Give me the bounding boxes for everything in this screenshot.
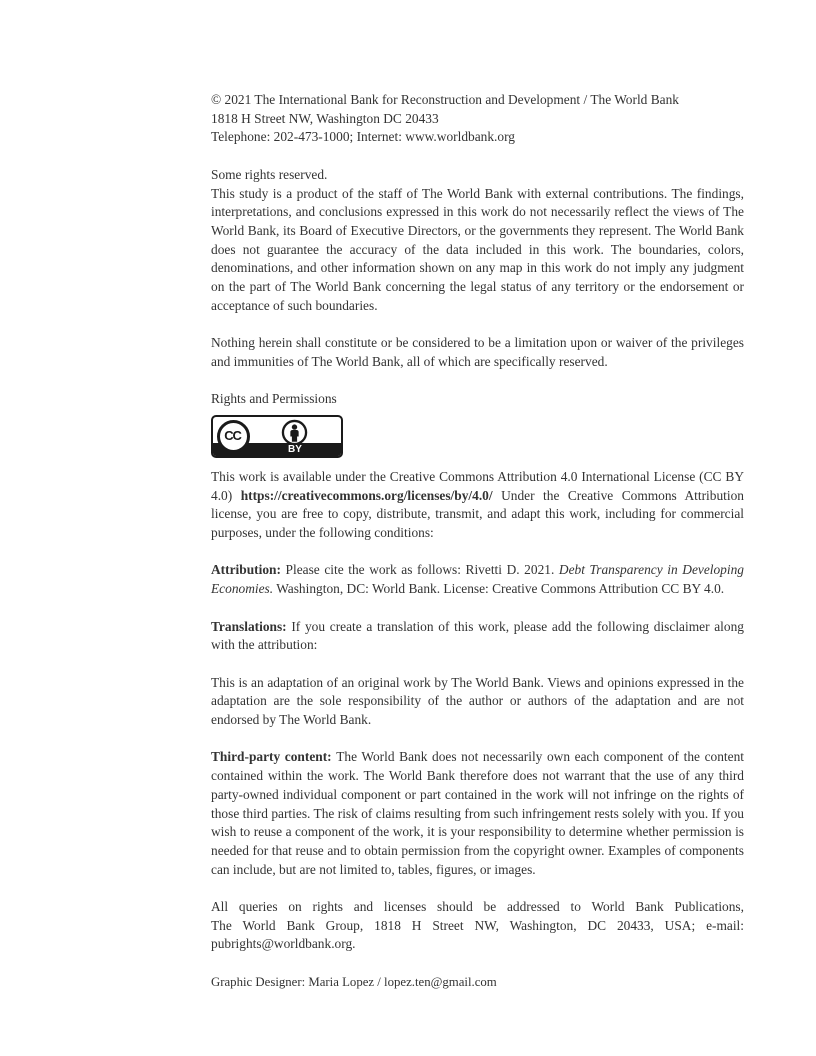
cc-by-license-badge xyxy=(211,415,343,458)
adaptation-disclaimer-paragraph: This is an adaptation of an original work by The World Bank. Views and opinions expressed in the adaptation are the sole responsibility of the author or authors of the adaptation and are not endorsed by The World Bank. xyxy=(211,674,744,727)
cc-by-label: BY xyxy=(288,443,302,455)
translations-paragraph: Translations: If you create a translation of this work, please add the following disclaimer along with the attribution: xyxy=(211,618,744,653)
cc-logo-icon xyxy=(217,420,250,453)
privileges-paragraph: Nothing herein shall constitute or be considered to be a limitation upon or waiver of the privileges and immunities of The World Bank, all of which are specifically reserved. xyxy=(211,335,744,369)
copyright-page-content xyxy=(211,91,744,992)
cc-logo-label: CC xyxy=(224,428,241,444)
publisher-contact-line: Telephone: 202-473-1000; Internet: www.worldbank.org xyxy=(211,129,516,145)
copyright-line: © 2021 The International Bank for Reconstruction and Development / The World Bank xyxy=(211,92,679,107)
third-party-content-paragraph: Third-party content: The World Bank does not necessarily own each component of the content contained within the work. The World Bank therefore does not warrant that the use of any third party-owned individual component or part contained in the work will not infringe on the rights of those third parties. The risk of claims resulting from such infringement rests solely with you. If you wish to reuse a component of the work, it is your responsibility to determine whether permission is needed for that reuse and to obtain permission from the copyright owner. Examples of components can include, but are not limited to, tables, figures, or images. xyxy=(211,749,744,877)
attribution-person-icon xyxy=(281,419,308,446)
designer-credit-line: Graphic Designer: Maria Lopez / lopez.ten@gmail.com xyxy=(211,974,497,989)
publisher-address-line: 1818 H Street NW, Washington DC 20433 xyxy=(211,110,439,126)
queries-paragraph: All queries on rights and licenses should be addressed to World Bank Publications, The World Bank Group, 1818 H Street NW, Washington, DC 20433, USA; e-mail: pubrights@worldbank.org. xyxy=(211,899,744,952)
attribution-paragraph: Attribution: Please cite the work as follows: Rivetti D. 2021. Debt Transparency in Developing Economies. Washington, DC: World Bank. License: Creative Commons Attribution CC BY 4.0. xyxy=(211,562,744,597)
study-disclaimer-paragraph: This study is a product of the staff of The World Bank with external contributions. The findings, interpretations, and conclusions expressed in this work do not necessarily reflect the views of The World Bank, its Board of Executive Directors, or the governments they represent. The World Bank does not guarantee the accuracy of the data included in this work. The boundaries, colors, denominations, and other information shown on any map in this work do not imply any judgment on the part of The World Bank concerning the legal status of any territory or the endorsement or acceptance of such boundaries. xyxy=(211,185,744,313)
license-paragraph: This work is available under the Creative Commons Attribution 4.0 International License (CC BY 4.0) https://creativecommons.org/licenses/by/4.0/ Under the Creative Commons Attribution license, you are free to copy, distribute, transmit, and adapt this work, including for commercial purposes, under the following conditions: xyxy=(211,468,744,541)
rights-and-permissions-heading: Rights and Permissions xyxy=(211,391,337,407)
rights-reserved-block xyxy=(211,166,744,316)
publisher-block xyxy=(211,91,744,147)
some-rights-reserved-line: Some rights reserved. xyxy=(211,166,328,182)
